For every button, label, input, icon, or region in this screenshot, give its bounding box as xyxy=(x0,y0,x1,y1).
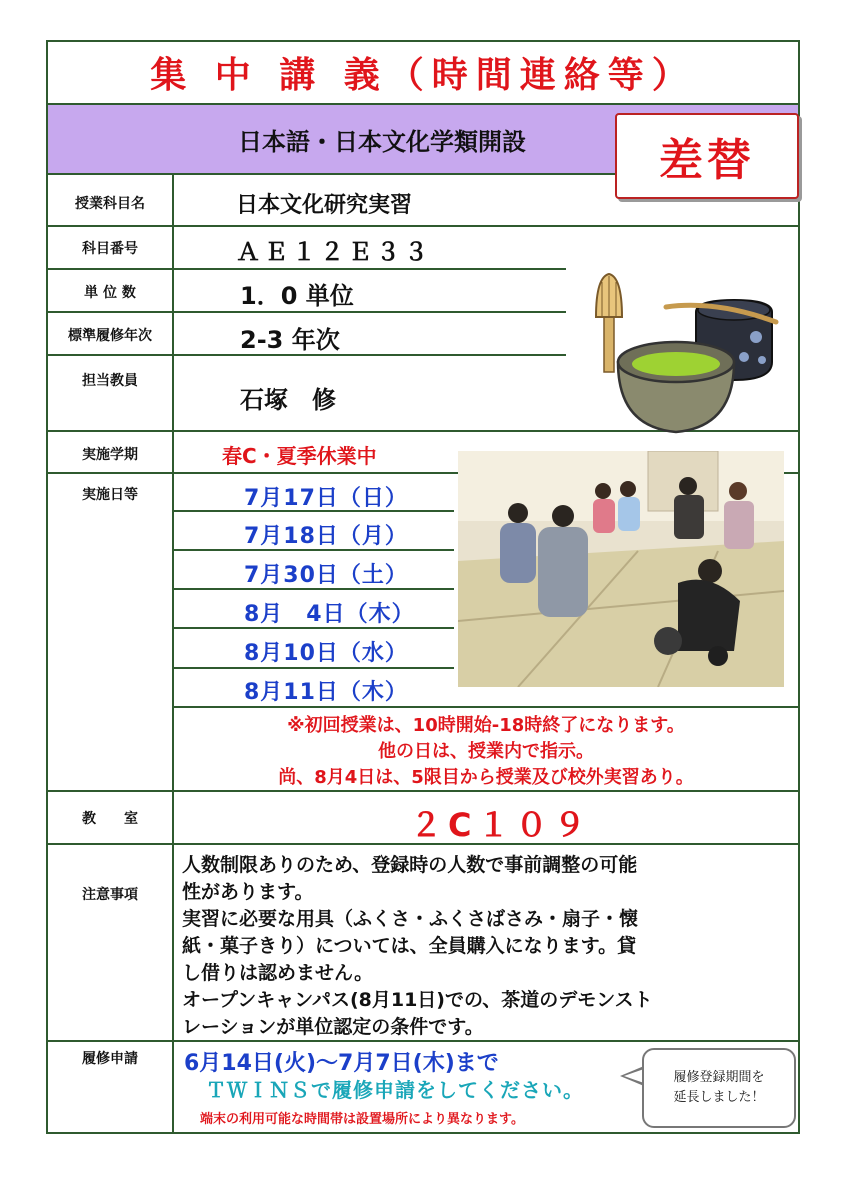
dates-note: 尚、8月4日は、5限目から授業及び校外実習あり。 xyxy=(278,767,694,788)
date-item: 8月 4日（木） xyxy=(244,602,415,627)
date-divider xyxy=(174,667,454,669)
subject-label: 授業科目名 xyxy=(75,196,145,212)
registration-period: 6月14日(火)～7月7日(木)まで xyxy=(184,1051,499,1076)
page-title: 集 中 講 義（時間連絡等） xyxy=(150,55,696,96)
extension-bubble xyxy=(642,1048,796,1128)
room-value: ２C１０９ xyxy=(410,806,592,844)
caution-line: 人数制限ありのため、登録時の人数で事前調整の可能 xyxy=(182,854,638,876)
caution-line: レーションが単位認定の条件です。 xyxy=(182,1016,484,1038)
caution-line: 紙・菓子きり）については、全員購入になります。貸 xyxy=(182,935,637,957)
year-label: 標準履修年次 xyxy=(68,328,152,344)
tea-ceremony-photo xyxy=(458,451,784,687)
date-item: 8月11日（木） xyxy=(244,680,408,705)
row-divider xyxy=(46,225,800,227)
caution-line: し借りは認めません。 xyxy=(182,962,374,984)
column-divider xyxy=(172,175,174,1134)
registration-twins: ＴＷＩＮＳで履修申請をしてください。 xyxy=(206,1078,584,1102)
caution-label: 注意事項 xyxy=(82,887,138,903)
caution-line: 性があります。 xyxy=(182,881,314,903)
row-divider xyxy=(46,311,566,313)
teacher-label: 担当教員 xyxy=(82,373,138,389)
room-label: 教 室 xyxy=(82,811,138,827)
code-label: 科目番号 xyxy=(82,241,138,257)
tea-bowl-icon xyxy=(618,342,734,432)
bubble-line: 履修登録期間を xyxy=(673,1070,765,1085)
registration-label: 履修申請 xyxy=(82,1051,138,1067)
term-value: 春C・夏季休業中 xyxy=(222,444,377,468)
credits-label: 単 位 数 xyxy=(84,285,136,301)
dates-label: 実施日等 xyxy=(82,487,138,503)
credits-value: 1．0 単位 xyxy=(240,282,354,310)
title-row xyxy=(46,40,800,105)
teacher-value: 石塚 修 xyxy=(240,386,336,414)
bubble-tail xyxy=(624,1069,644,1083)
row-divider xyxy=(46,790,800,792)
dates-note: 他の日は、授業内で指示。 xyxy=(378,741,594,762)
dates-note: ※初回授業は、10時開始-18時終了になります。 xyxy=(287,715,685,736)
caution-line: オープンキャンパス(8月11日)での、茶道のデモンスト xyxy=(182,989,653,1011)
year-value: 2-3 年次 xyxy=(240,326,340,354)
date-item: 7月17日（日） xyxy=(244,486,408,511)
subject-value: 日本文化研究実習 xyxy=(236,193,413,218)
caution-line: 実習に必要な用具（ふくさ・ふくさばさみ・扇子・懐 xyxy=(182,908,639,930)
bubble-line: 延長しました！ xyxy=(673,1090,765,1105)
term-label: 実施学期 xyxy=(82,447,138,463)
date-divider xyxy=(174,706,800,708)
caution-text xyxy=(182,852,792,1041)
date-item: 7月18日（月） xyxy=(244,524,408,549)
replacement-badge-text: 差替 xyxy=(659,135,755,186)
code-value: ＡＥ１２Ｅ３３ xyxy=(236,238,432,266)
row-divider xyxy=(46,268,566,270)
date-item: 8月10日（水） xyxy=(244,641,408,666)
department-title: 日本語・日本文化学類開設 xyxy=(238,127,526,156)
registration-note: 端末の利用可能な時間帯は設置場所により異なります。 xyxy=(200,1112,524,1127)
replacement-badge xyxy=(615,113,799,199)
date-item: 7月30日（土） xyxy=(244,563,408,588)
tea-set-illustration xyxy=(566,262,798,442)
